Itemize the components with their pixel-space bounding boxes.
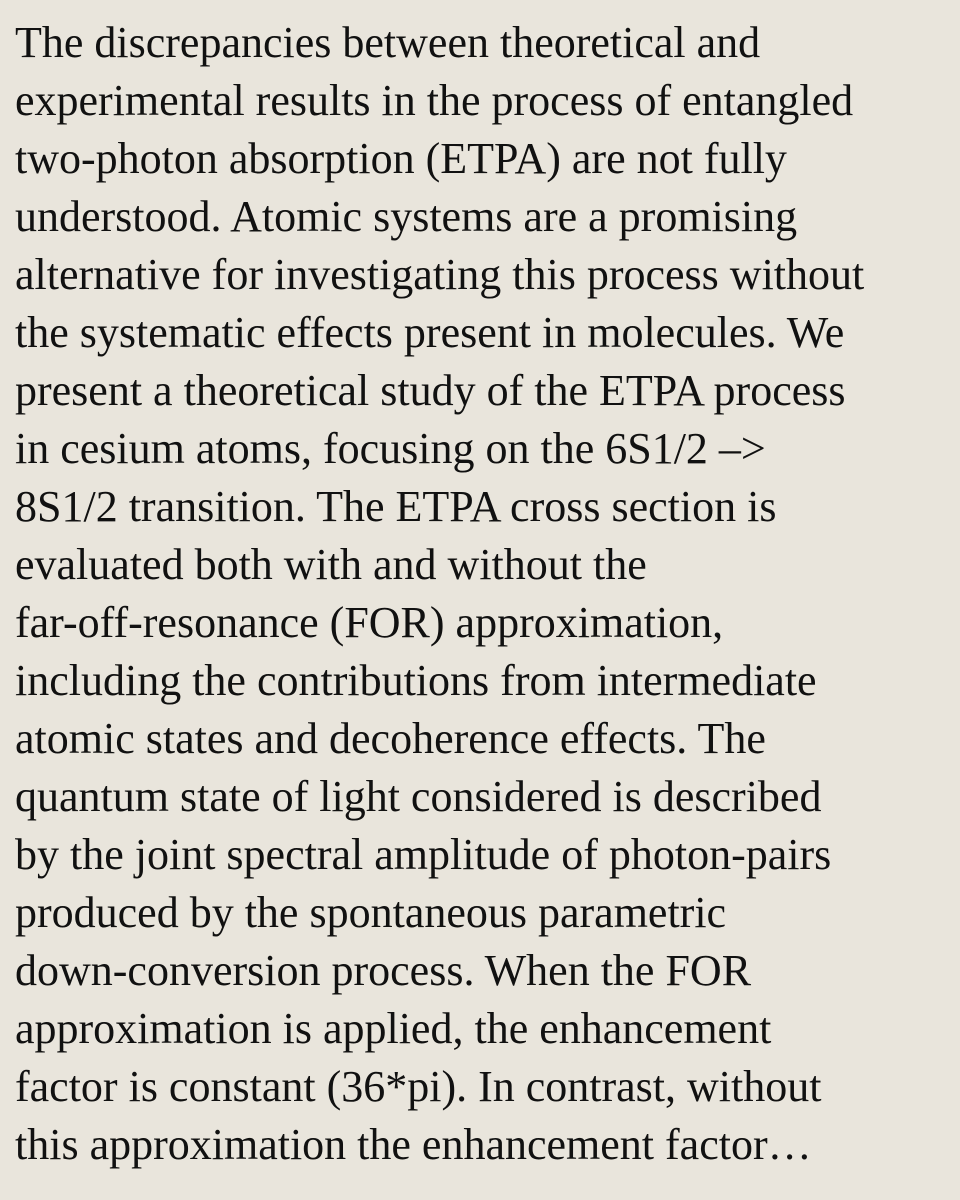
text-line: evaluated both with and without the	[15, 540, 647, 589]
text-line: understood. Atomic systems are a promising	[15, 192, 798, 241]
text-line: two-photon absorption (ETPA) are not fully	[15, 134, 787, 183]
text-line: produced by the spontaneous parametric	[15, 888, 727, 937]
text-line: The discrepancies between theoretical and	[15, 18, 761, 67]
text-line: in cesium atoms, focusing on the 6S1/2 –>	[15, 424, 766, 473]
text-line: far-off-resonance (FOR) approximation,	[15, 598, 724, 647]
text-line: down-conversion process. When the FOR	[15, 946, 752, 995]
text-line: experimental results in the process of entangled	[15, 76, 854, 125]
text-line: present a theoretical study of the ETPA process	[15, 366, 846, 415]
text-line: 8S1/2 transition. The ETPA cross section is	[15, 482, 777, 531]
abstract-text	[15, 14, 950, 1174]
text-line: approximation is applied, the enhancement	[15, 1004, 772, 1053]
text-line: the systematic effects present in molecules. We	[15, 308, 845, 357]
text-line: factor is constant (36*pi). In contrast, without	[15, 1062, 822, 1111]
text-line: atomic states and decoherence effects. The	[15, 714, 766, 763]
text-line: quantum state of light considered is described	[15, 772, 822, 821]
text-line: by the joint spectral amplitude of photon-pairs	[15, 830, 832, 879]
text-line: including the contributions from intermediate	[15, 656, 817, 705]
text-line: this approximation the enhancement factor…	[15, 1120, 812, 1169]
text-line: alternative for investigating this process without	[15, 250, 865, 299]
